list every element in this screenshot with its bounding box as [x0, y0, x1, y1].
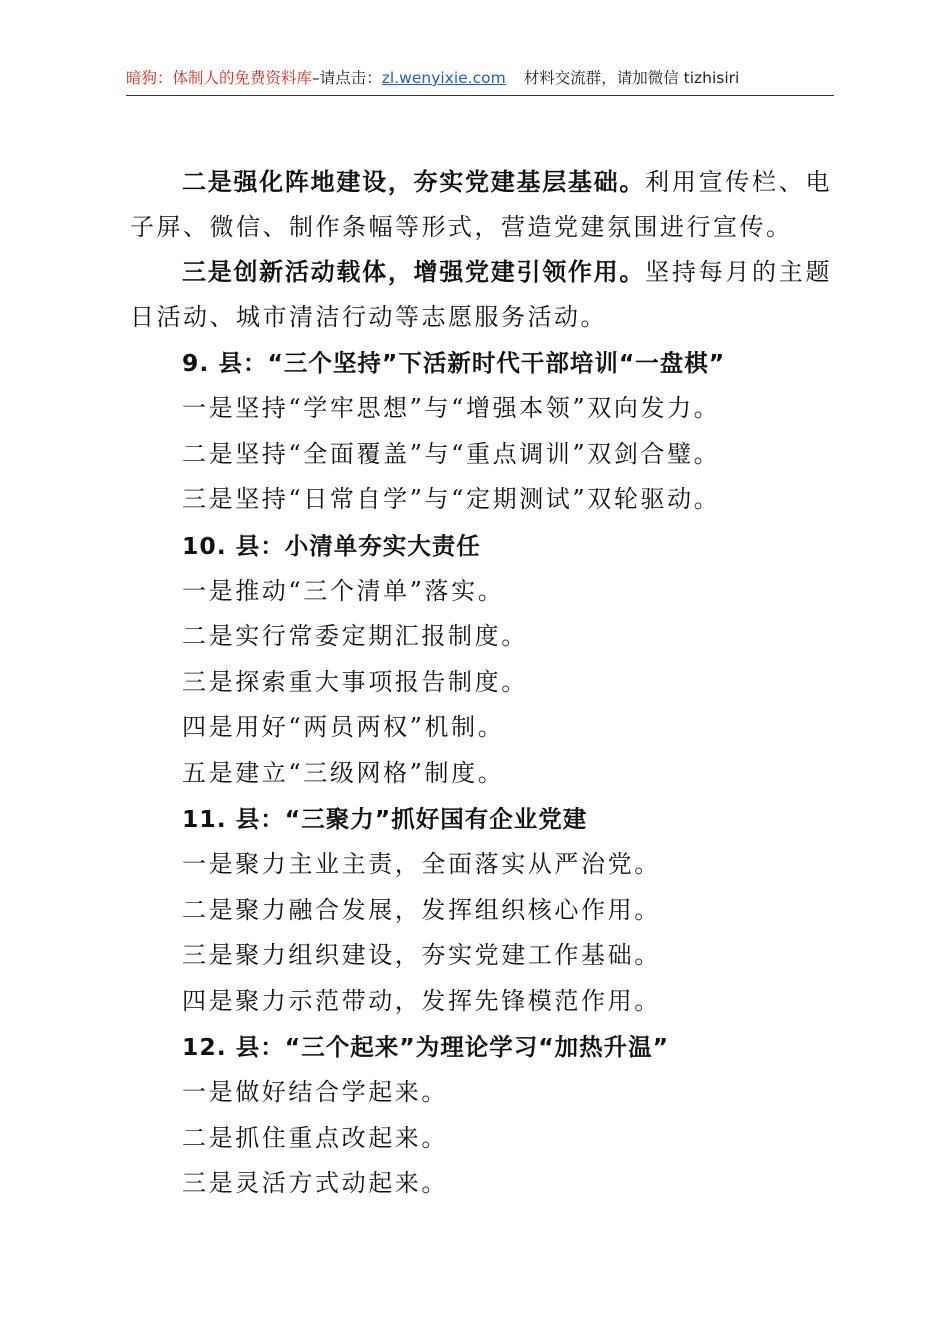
list-item: 一是推动“三个清单”落实。 [182, 576, 505, 605]
document-body [130, 160, 832, 1207]
header-site-name: 暗狗：体制人的免费资料库 [126, 69, 313, 87]
list-item: 四是用好“两员两权”机制。 [182, 713, 505, 741]
paragraph-text: 利用宣传栏、电子屏、微信、制作条幅等形式，营造党建氛围进行宣传。 [130, 168, 832, 241]
list-item: 二是实行常委定期汇报制度。 [182, 622, 528, 650]
list-item: 四是聚力示范带动，发挥先锋模范作用。 [182, 986, 661, 1015]
section-heading: 10. 县：小清单夯实大责任 [182, 531, 481, 560]
paragraph [130, 160, 832, 250]
header-click-label: –请点击： [312, 69, 382, 87]
list-item: 三是探索重大事项报告制度。 [182, 667, 528, 696]
list-item: 一是做好结合学起来。 [182, 1078, 448, 1106]
header-link[interactable]: zl.wenyixie.com [381, 69, 506, 87]
section-heading: 12. 县：“三个起来”为理论学习“加热升温” [182, 1033, 670, 1061]
list-item: 二是坚持“全面覆盖”与“重点调训”双剑合璧。 [182, 439, 721, 468]
header-divider [126, 95, 834, 96]
section-heading: 11. 县：“三聚力”抓好国有企业党建 [182, 805, 588, 833]
list-item: 二是抓住重点改起来。 [182, 1123, 448, 1152]
section-heading: 9. 县：“三个坚持”下活新时代干部培训“一盘棋” [182, 349, 726, 377]
list-item: 二是聚力融合发展，发挥组织核心作用。 [182, 895, 661, 924]
paragraph-lead: 三是创新活动载体，增强党建引领作用。 [182, 258, 646, 286]
list-item: 三是灵活方式动起来。 [182, 1169, 448, 1197]
page-header [126, 66, 834, 94]
header-group-text: 材料交流群，请加微信 tizhisiri [523, 69, 740, 87]
list-item: 三是坚持“日常自学”与“定期测试”双轮驱动。 [182, 485, 721, 513]
list-item: 五是建立“三级网格”制度。 [182, 758, 505, 787]
list-item: 一是坚持“学牢思想”与“增强本领”双向发力。 [182, 394, 721, 422]
list-item: 一是聚力主业主责，全面落实从严治党。 [182, 850, 661, 878]
paragraph-lead: 二是强化阵地建设，夯实党建基层基础。 [182, 168, 646, 196]
paragraph-text: 坚持每月的主题日活动、城市清洁行动等志愿服务活动。 [130, 258, 832, 331]
paragraph [130, 250, 832, 340]
list-item: 三是聚力组织建设，夯实党建工作基础。 [182, 941, 661, 969]
